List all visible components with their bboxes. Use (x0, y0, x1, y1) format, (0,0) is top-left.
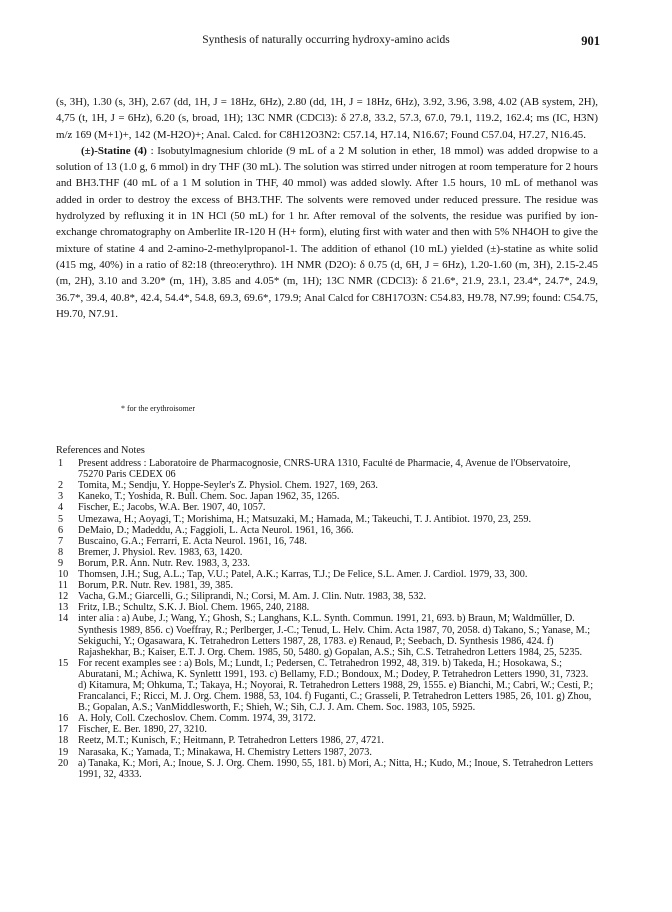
running-title: Synthesis of naturally occurring hydroxy-amino acids (202, 34, 450, 46)
reference-number: 18 (58, 735, 69, 747)
reference-item (56, 758, 598, 780)
reference-text: Borum, P.R. Ann. Nutr. Rev. 1983, 3, 233. (78, 557, 250, 569)
reference-text: Reetz, M.T.; Kunisch, F.; Heitmann, P. Tetrahedron Letters 1986, 27, 4721. (78, 735, 384, 747)
reference-item (56, 602, 598, 613)
reference-item (56, 735, 598, 746)
reference-text: Borum, P.R. Nutr. Rev. 1981, 39, 385. (78, 580, 233, 592)
characterization-paragraph: (s, 3H), 1.30 (s, 3H), 2.67 (dd, 1H, J = 18Hz, 6Hz), 2.80 (dd, 1H, J = 18Hz, 6Hz), 3.92, 3.96, 3.98, 4.02 (AB system, 2H), 4,75 (t, 1H, J = 6Hz), 6.20 (s, broad, 1H); 13C NMR (CDCl3): δ 27.8, 33.2, 57.3, 67.0, 79.1, 119.2, 162.4; ms (IC, H3N) m/z 169 (M+1)+, 142 (M-H2O)+; Anal. Calcd. for C8H12O3N2: C57.14, H7.14, N16.67; Found C57.04, H7.27, N16.45. (56, 96, 598, 141)
reference-item (56, 613, 598, 657)
reference-item (56, 491, 598, 502)
reference-item (56, 458, 598, 480)
reference-number: 5 (58, 513, 64, 525)
reference-number: 4 (58, 502, 64, 514)
reference-item (56, 713, 598, 724)
references-section (56, 445, 598, 780)
reference-text: For recent examples see : a) Bols, M.; Lundt, I.; Pedersen, C. Tetrahedron 1992, 48, 319. b) Takeda, H.; Hosokawa, S.; Aburatani, M.; Achiwa, K. Synlettt 1991, 193. c) Bellamy, F.D.; Bondoux, M.; Dodey, P. Tetrahedron Letters 1990, 31, 7323. d) Kitamura, M; Ohkuma, T.; Takaya, H.; Noyorai, R. Tetrahedron Letters 1988, 29, 1555. e) Bianchi, M.; Cabri, W.; Cesti, P.; Francalanci, F.; Ricci, M. J. Org. Chem. 1988, 53, 104. f) Fuganti, C.; Grasseli, P. Tetrahedron Letters 1985, 26, 101. g) Zhou, B.; Gopalan, A.S.; VanMiddlesworth, F.; Shieh, W.; Sih, C.J. J. Am. Chem. Soc. 1983, 105, 5925. (78, 657, 594, 714)
statine-paragraph (56, 143, 598, 322)
reference-item (56, 480, 598, 491)
reference-item (56, 580, 598, 591)
reference-text: Bremer, J. Physiol. Rev. 1983, 63, 1420. (78, 546, 243, 558)
reference-number: 3 (58, 491, 64, 503)
reference-text: Fischer, E. Ber. 1890, 27, 3210. (78, 724, 207, 736)
reference-item (56, 525, 598, 536)
reference-number: 8 (58, 546, 64, 558)
reference-number: 1 (58, 458, 64, 470)
reference-text: Tomita, M.; Sendju, Y. Hoppe-Seyler's Z. Physiol. Chem. 1927, 169, 263. (78, 480, 378, 492)
reference-number: 10 (58, 569, 69, 581)
reference-item (56, 724, 598, 735)
reference-text: a) Tanaka, K.; Mori, A.; Inoue, S. J. Org. Chem. 1990, 55, 181. b) Mori, A.; Nitta, H.; Kudo, M.; Inoue, S. Tetrahedron Letters 1991, 32, 4333. (78, 757, 593, 780)
reference-text: Present address : Laboratoire de Pharmacognosie, CNRS-URA 1310, Faculté de Pharmacie, 4, Avenue de l'Observatoire, 75270 Paris CEDEX 06 (78, 458, 571, 481)
reference-item (56, 591, 598, 602)
reference-item (56, 658, 598, 713)
reference-number: 11 (58, 580, 68, 592)
reference-number: 2 (58, 480, 64, 492)
reference-item (56, 502, 598, 513)
reference-number: 14 (58, 613, 69, 625)
reference-text: DeMaio, D.; Madeddu, A.; Faggioli, L. Acta Neurol. 1961, 16, 366. (78, 524, 354, 536)
reference-item (56, 569, 598, 580)
reference-number: 20 (58, 757, 69, 769)
reference-text: Umezawa, H.; Aoyagi, T.; Morishima, H.; Matsuzaki, M.; Hamada, M.; Takeuchi, T. J. Antibiot. 1970, 23, 259. (78, 513, 532, 525)
reference-number: 19 (58, 746, 69, 758)
reference-list (56, 458, 598, 780)
experimental-text (56, 94, 598, 322)
reference-number: 7 (58, 535, 64, 547)
reference-number: 17 (58, 724, 69, 736)
procedure-text: : Isobutylmagnesium chloride (9 mL of a 2 M solution in ether, 18 mmol) was added dropwise to a solution of 13 (1.0 g, 6 mmol) in dry THF (30 mL). The solution was stirred under nitrogen at room temperature for 2 hours and BH3.THF (40 mL of a 1 M solution in THF, 40 mmol) was added slowly. After 1.5 hours, 10 mL of methanol was added in order to destroy the excess of BH3.THF. The solvents were removed under reduced pressure. The residue was hydrolyzed by refluxing it in 1N HCl (50 mL) for 1 hr. After removal of the solvents, the residue was purified by ion-exchange chromatography on Amberlite IR-120 H (H+ form), eluting first with water and then with 5% NH4OH to give the mixture of statine 4 and 2-amino-2-methylpropanol-1. The addition of ethanol (10 mL) yielded (±)-statine as white solid (415 mg, 40%) in a ratio of 82:18 (threo:erythro). 1H NMR (D2O): δ 0.75 (d, 6H, J = 6Hz), 1.20-1.60 (m, 3H), 2.15-2.45 (m, 2H), 3.10 and 3.20* (m, 1H), 3.85 and 4.05* (m, 1H); 13C NMR (CDCl3): δ 21.6*, 21.9, 23.1, 23.4*, 24.7*, 24.9, 36.7*, 39.4, 40.8*, 42.4, 54.4*, 54.8, 69.3, 69.6*, 179.9; Anal Calcd for C8H17O3N: C54.83, H9.78, N7.99; found: C54.75, H9.70, N7.91. (56, 144, 598, 320)
reference-item (56, 536, 598, 547)
page-number: 901 (581, 34, 600, 48)
reference-text: Narasaka, K.; Yamada, T.; Minakawa, H. Chemistry Letters 1987, 2073. (78, 746, 372, 758)
reference-number: 12 (58, 591, 69, 603)
reference-text: inter alia : a) Aube, J.; Wang, Y.; Ghosh, S.; Langhans, K.L. Synth. Commun. 1991, 21, 693. b) Braun, M; Waldmüller, D. Synthesis 1989, 856. c) Voeffray, R.; Perlberger, J.-C.; Tenud, L. Helv. Chim. Acta 1987, 70, 2058. d) Takano, S.; Yanase, M.; Sekiguchi, Y.; Ogasawara, K. Tetrahedron Letters 1987, 28, 1783. e) Renaud, P.; Seebach, D. Synthesis 1986, 424. f) Rajashekhar, B.; Kaiser, E.T. J. Org. Chem. 1985, 50, 5480. g) Gopalan, A.S.; Sih, C.S. Tetrahedron Letters 1984, 25, 5235. (78, 613, 591, 658)
compound-heading: (±)-Statine (4) (81, 144, 147, 157)
reference-text: Fischer, E.; Jacobs, W.A. Ber. 1907, 40, 1057. (78, 502, 266, 514)
reference-number: 9 (58, 557, 64, 569)
reference-item (56, 558, 598, 569)
reference-text: Vacha, G.M.; Giarcelli, G.; Siliprandi, N.; Corsi, M. Am. J. Clin. Nutr. 1983, 38, 532. (78, 591, 427, 603)
reference-number: 6 (58, 524, 64, 536)
reference-text: Thomsen, J.H.; Sug, A.L.; Tap, V.U.; Patel, A.K.; Karras, T.J.; De Felice, S.L. Amer. J. Cardiol. 1979, 33, 300. (78, 569, 528, 581)
reference-number: 16 (58, 713, 69, 725)
reference-number: 13 (58, 602, 69, 614)
reference-item (56, 547, 598, 558)
reference-number: 15 (58, 657, 69, 669)
footnote: * for the erythroisomer (121, 404, 195, 413)
reference-text: Buscaino, G.A.; Ferrarri, E. Acta Neurol. 1961, 16, 748. (78, 535, 307, 547)
reference-item (56, 514, 598, 525)
reference-text: Fritz, I.B.; Schultz, S.K. J. Biol. Chem. 1965, 240, 2188. (78, 602, 310, 614)
reference-item (56, 747, 598, 758)
reference-text: A. Holy, Coll. Czechoslov. Chem. Comm. 1974, 39, 3172. (78, 713, 316, 725)
reference-text: Kaneko, T.; Yoshida, R. Bull. Chem. Soc. Japan 1962, 35, 1265. (78, 491, 340, 503)
references-heading: References and Notes (56, 445, 145, 456)
page-header (56, 34, 600, 52)
